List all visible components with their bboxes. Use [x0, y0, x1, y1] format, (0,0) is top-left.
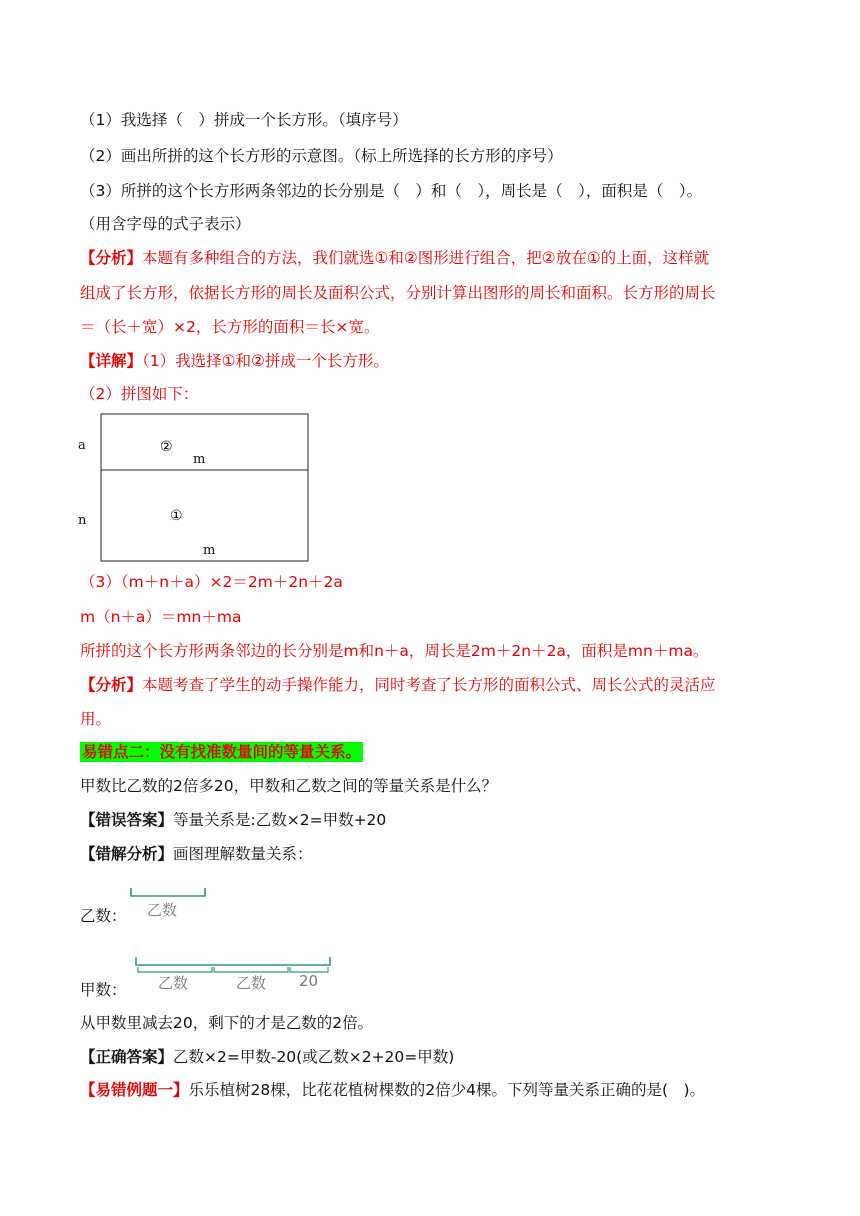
yi-label: 乙数： [80, 907, 127, 925]
example-text: 乐乐植树28棵，比花花植树棵数的2倍少4棵。下列等量关系正确的是( )。 [188, 1081, 706, 1099]
detail-line-4: m（n＋a）＝mn＋ma [80, 608, 242, 626]
question-3-note: （用含字母的式子表示） [80, 215, 251, 233]
question-2: （2）画出所拼的这个长方形的示意图。（标上所选择的长方形的序号） [80, 147, 563, 165]
error-point-heading [80, 742, 363, 762]
rectangle-diagram [72, 410, 317, 565]
detail-text: （1）我选择①和②拼成一个长方形。 [142, 352, 389, 370]
analysis-2-tag: 【分析】 [80, 676, 143, 694]
wrong-answer-text: 等量关系是:乙数×2=甲数+20 [173, 811, 387, 829]
problem-question: 甲数比乙数的2倍多20，甲数和乙数之间的等量关系是什么？ [80, 777, 498, 795]
piece-1-length-label: m [203, 543, 216, 558]
correct-answer [80, 1047, 454, 1067]
yi-segment-diagram [125, 884, 215, 924]
rectangle-diagram-svg [72, 410, 317, 565]
example-problem [80, 1080, 705, 1100]
analysis-text: 本题有多种组合的方法，我们就选①和②图形进行组合，把②放在①的上面，这样就 [142, 249, 710, 267]
analysis-1-line-3: ＝（长＋宽）×2，长方形的面积＝长×宽。 [80, 318, 380, 336]
detail-tag: 【详解】 [80, 352, 143, 370]
detail-line-2: （2）拼图如下： [80, 385, 199, 403]
correct-answer-text: 乙数×2=甲数-20(或乙数×2+20=甲数) [173, 1048, 455, 1066]
conclusion: 从甲数里减去20，剩下的才是乙数的2倍。 [80, 1014, 374, 1032]
wrong-answer [80, 810, 386, 830]
analysis-1-line-2: 组成了长方形，依据长方形的周长及面积公式，分别计算出图形的周长和面积。长方形的周长 [80, 284, 716, 302]
yi-bracket [131, 888, 205, 896]
piece-2-length-label: m [193, 452, 206, 467]
jia-segment-label-3: 20 [299, 972, 319, 990]
side-label-a: a [78, 438, 86, 453]
detail-line-1 [80, 351, 389, 371]
analysis-2-text: 本题考查了学生的动手操作能力，同时考查了长方形的面积公式、周长公式的灵活应 [142, 676, 716, 694]
error-point-highlight: 易错点二：没有找准数量间的等量关系。 [82, 743, 362, 761]
jia-segment-label-1: 乙数 [158, 974, 189, 992]
analysis-2-line-1 [80, 675, 716, 695]
jia-bracket-outer [136, 957, 330, 965]
wrong-analysis [80, 844, 313, 864]
outer-rectangle [101, 414, 308, 561]
question-1: （1）我选择（ ）拼成一个长方形。（填序号） [80, 111, 408, 129]
wrong-answer-tag: 【错误答案】 [80, 811, 174, 829]
detail-line-3: （3）（m＋n＋a）×2＝2m＋2n＋2a [80, 573, 343, 591]
yi-segment-label: 乙数 [147, 901, 178, 919]
jia-segment-label-2: 乙数 [236, 974, 267, 992]
jia-label: 甲数： [80, 981, 127, 999]
piece-1-label: ① [170, 508, 183, 524]
analysis-2-line-2: 用。 [80, 710, 112, 728]
wrong-analysis-tag: 【错解分析】 [80, 845, 174, 863]
analysis-tag: 【分析】 [80, 249, 143, 267]
wrong-analysis-text: 画图理解数量关系： [173, 845, 313, 863]
analysis-1-line-1 [80, 248, 709, 268]
detail-line-5: 所拼的这个长方形两条邻边的长分别是m和n＋a，周长是2m＋2n＋2a，面积是mn＋ma。 [80, 642, 709, 660]
jia-segment-diagram [130, 952, 340, 997]
piece-2-label: ② [160, 439, 173, 455]
side-label-n: n [78, 513, 87, 528]
correct-answer-tag: 【正确答案】 [80, 1048, 174, 1066]
example-tag: 【易错例题一】 [80, 1081, 189, 1099]
question-3: （3）所拼的这个长方形两条邻边的长分别是（ ）和（ ），周长是（ ），面积是（ ）。 [80, 182, 703, 200]
